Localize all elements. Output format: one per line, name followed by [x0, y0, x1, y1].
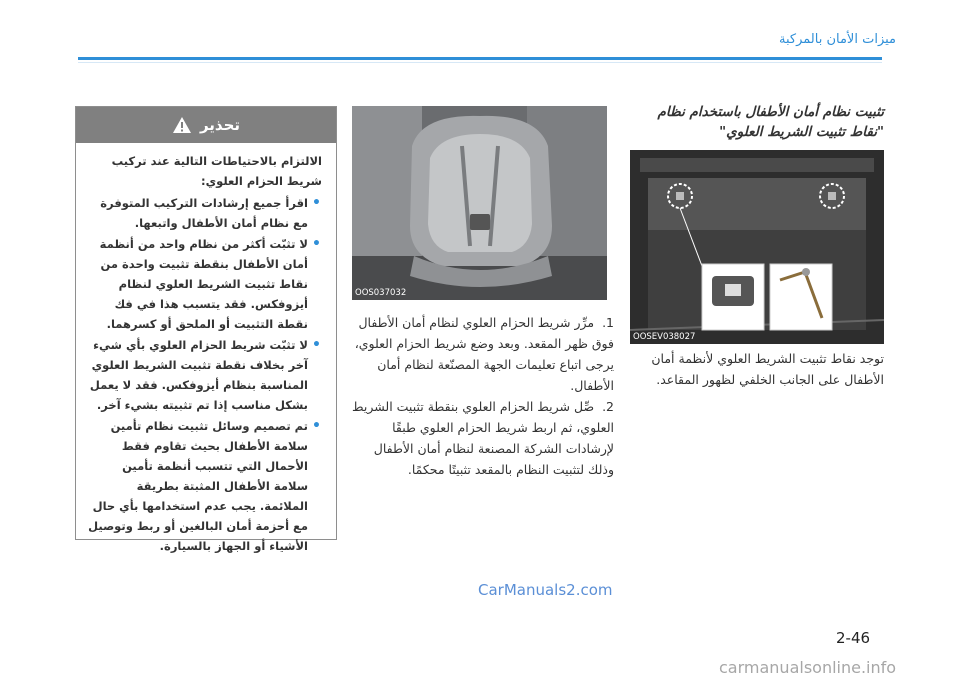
step-item	[352, 396, 614, 480]
child-seat-photo	[352, 106, 607, 300]
photo-code: OOSEV038027	[633, 332, 696, 342]
step-item	[352, 312, 614, 396]
anchor-description: توجد نقاط تثبيت الشريط العلوي لأنظمة أمان الأطفال على الجانب الخلفي لظهور المقاعد.	[651, 351, 884, 387]
warning-body	[76, 143, 336, 565]
warning-item: • اقرأ جميع إرشادات التركيب المتوفرة مع نظام أمان الأطفال واتبعها.	[88, 193, 308, 233]
footer-logo: carmanualsonline.info	[719, 658, 897, 677]
warning-item: • لا تثبّت شريط الحزام العلوي بأي شيء آخر بخلاف نقطة تثبيت الشريط العلوي المناسبة بنظام أيزوفكس. فقد لا يعمل بشكل مناسب إذا تم تثبيته بشيء آخر.	[88, 335, 308, 415]
chapter-title: ميزات الأمان بالمركبة	[779, 32, 896, 47]
warning-intro: الالتزام بالاحتياطات التالية عند تركيب شريط الحزام العلوي:	[111, 154, 322, 188]
steps-list	[352, 312, 614, 480]
anchor-location-illustration	[630, 150, 884, 344]
warning-triangle-icon	[172, 116, 192, 134]
step-number: 1.	[602, 315, 614, 330]
warning-list	[88, 193, 322, 556]
section-title: تثبيت نظام أمان الأطفال باستخدام نظام "نقاط تثبيت الشريط العلوي"	[657, 104, 884, 140]
anchor-location-photo	[630, 150, 884, 344]
step-text: مرِّر شريط الحزام العلوي لنظام أمان الأطفال فوق ظهر المقعد. وبعد وضع شريط الحزام العلوي، يرجى اتباع تعليمات الجهة المصنّعة لنظام أمان الأطفال.	[354, 315, 614, 393]
watermark: CarManuals2.com	[478, 581, 613, 599]
warning-item: • لا تثبّت أكثر من نظام واحد من أنظمة أمان الأطفال بنقطة تثبيت واحدة من نقاط تثبيت الشريط العلوي لنظام أيزوفكس. فقد يتسبب هذا في فك نقطة التثبيت أو الملحق أو كسرهما.	[88, 234, 308, 334]
warning-item: • تم تصميم وسائل تثبيت نظام تأمين سلامة الأطفال بحيث تقاوم فقط الأحمال التي تتسبب أنظمة تأمين سلامة الأطفال المثبتة بطريقة الملائمة. يجب عدم استخدامها بأي حال مع أحزمة أمان البالغين أو ربط وتوصيل الأشياء أو الجهاز بالسيارة.	[88, 416, 308, 556]
page-number: 2-46	[836, 629, 871, 647]
warning-box	[75, 106, 337, 553]
page-header	[0, 0, 960, 62]
step-text: صِّل شريط الحزام العلوي بنقطة تثبيت الشريط العلوي، ثم اربط شريط الحزام العلوي طبقًا لإرشادات الشركة المصنعة لنظام أمان الأطفال وذلك لتثبيت النظام بالمقعد تثبيتًا محكمًا.	[352, 399, 614, 477]
step-number: 2.	[602, 399, 614, 414]
photo-code: OOS037032	[355, 288, 407, 298]
header-rule	[78, 57, 882, 60]
warning-title: تحذير	[199, 116, 241, 134]
warning-header	[76, 107, 336, 143]
header-rule-thin	[78, 62, 882, 63]
child-seat-illustration	[352, 106, 607, 300]
